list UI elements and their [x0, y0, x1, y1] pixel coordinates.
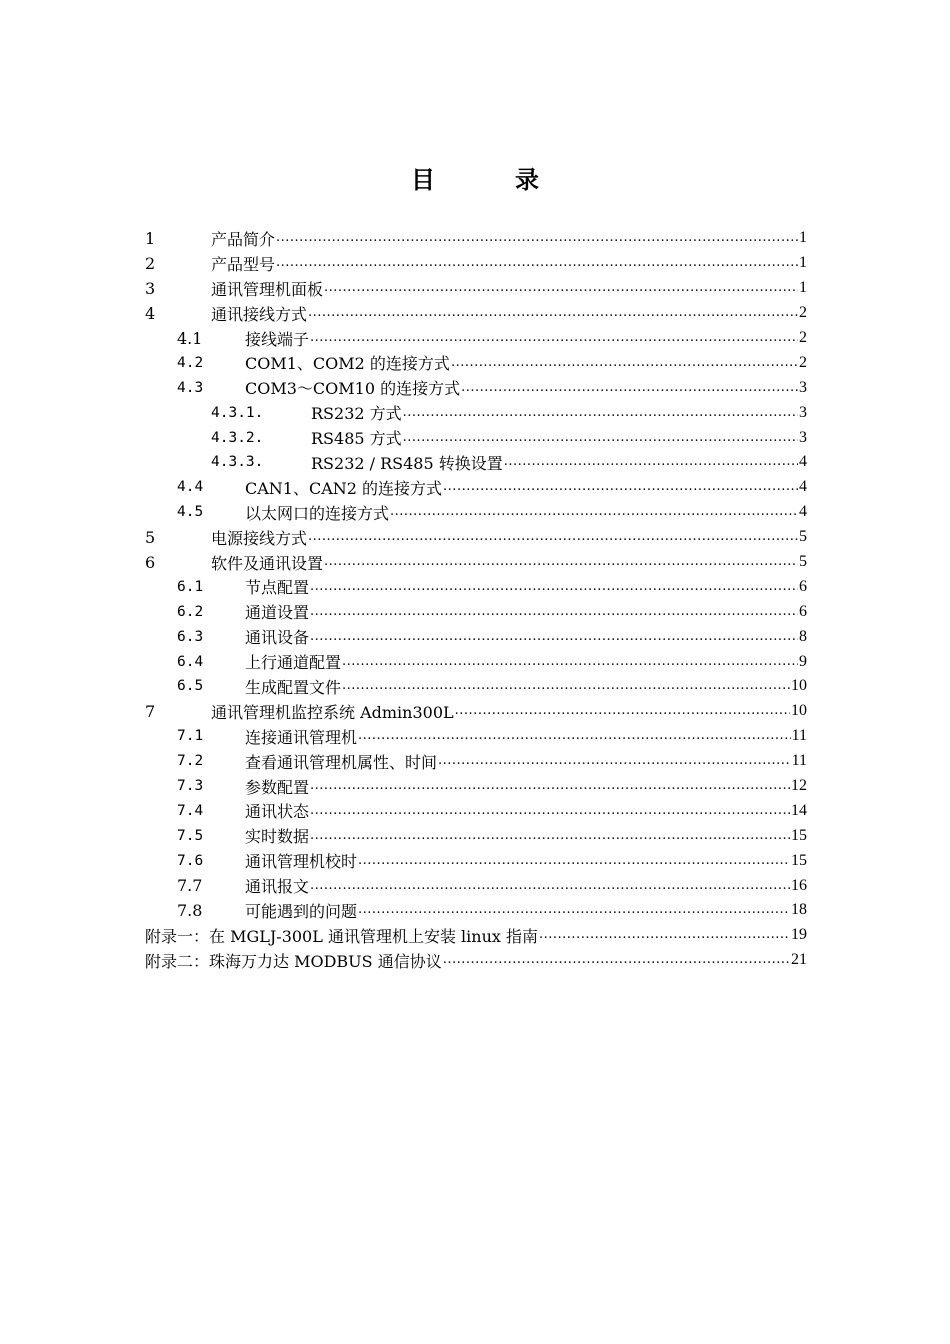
toc-entry-number: 7	[145, 701, 156, 721]
toc-entry-title: 参数配置	[245, 777, 310, 797]
toc-entry-number: 4.3.1.	[211, 404, 264, 421]
dot-leader	[539, 926, 790, 944]
toc-entry-number: 7.8	[177, 900, 203, 920]
toc-entry-page-number: 1	[799, 279, 807, 297]
toc-entry-title: 通讯接线方式	[211, 304, 308, 324]
toc-entry-number: 4.3.2.	[211, 429, 264, 446]
toc-entry-title: RS232 / RS485 转换设置	[311, 453, 503, 473]
dot-leader	[451, 354, 798, 372]
dot-leader	[310, 329, 798, 347]
toc-entry-number: 4.2	[177, 354, 204, 371]
dot-leader	[358, 727, 791, 745]
toc-entry-page-number: 8	[799, 627, 807, 645]
toc-entry[interactable]	[145, 873, 807, 898]
dot-leader	[276, 229, 798, 247]
toc-entry[interactable]	[145, 724, 807, 749]
toc-entry-number: 6.4	[177, 653, 204, 670]
toc-entry-page-number: 3	[799, 378, 807, 396]
dot-leader	[342, 653, 798, 671]
toc-entry-number: 2	[145, 253, 156, 273]
toc-entry-title: CAN1、CAN2 的连接方式	[245, 478, 443, 498]
toc-entry-title: 上行通道配置	[245, 653, 342, 673]
toc-entry-page-number: 15	[791, 826, 807, 844]
toc-entry-title: 软件及通讯设置	[211, 553, 324, 573]
toc-entry-number: 4.3	[177, 379, 204, 396]
toc-entry-title: 节点配置	[245, 578, 310, 598]
dot-leader	[276, 254, 798, 272]
toc-entry-page-number: 3	[799, 428, 807, 446]
toc-entry[interactable]	[145, 276, 807, 301]
toc-entry[interactable]	[145, 450, 807, 475]
toc-entry-page-number: 1	[799, 254, 807, 272]
toc-entry-number: 5	[145, 527, 156, 547]
dot-leader	[310, 777, 790, 795]
toc-entry-number: 6.5	[177, 678, 204, 695]
toc-entry[interactable]	[145, 798, 807, 823]
dot-leader	[504, 453, 798, 471]
toc-entry-page-number: 1	[799, 229, 807, 247]
toc-entry-number: 6	[145, 552, 156, 572]
dot-leader	[310, 628, 798, 646]
toc-entry[interactable]	[145, 674, 807, 699]
toc-entry[interactable]	[145, 375, 807, 400]
toc-entry-page-number: 16	[791, 876, 807, 894]
toc-entry[interactable]	[145, 574, 807, 599]
toc-entry-title: 通道设置	[245, 603, 310, 623]
toc-entry-title: 通讯管理机监控系统 Admin300L	[211, 702, 454, 722]
toc-entry-title: 接线端子	[245, 329, 310, 349]
toc-entry[interactable]	[145, 699, 807, 724]
toc-entry-page-number: 4	[799, 503, 807, 521]
toc-entry-page-number: 10	[791, 702, 807, 720]
toc-entry-title: 通讯设备	[245, 628, 310, 648]
toc-entry[interactable]	[145, 400, 807, 425]
toc-entry-page-number: 6	[799, 577, 807, 595]
dot-leader	[310, 578, 798, 596]
toc-entry[interactable]	[145, 425, 807, 450]
toc-entry-page-number: 19	[791, 926, 807, 944]
toc-entry-page-number: 15	[791, 851, 807, 869]
toc-entry-page-number: 10	[791, 677, 807, 695]
toc-entry[interactable]	[145, 525, 807, 550]
dot-leader	[443, 951, 790, 969]
toc-entry-page-number: 4	[799, 453, 807, 471]
toc-entry-number: 7.1	[177, 728, 204, 745]
toc-entry-title: 通讯状态	[245, 802, 310, 822]
toc-entry-number: 1	[145, 228, 156, 248]
dot-leader	[308, 528, 798, 546]
toc-entry-title: RS485 方式	[311, 429, 402, 449]
toc-entry-page-number: 12	[791, 777, 807, 795]
toc-entry[interactable]	[145, 500, 807, 525]
toc-entry-number: 7.6	[177, 852, 204, 869]
dot-leader	[438, 752, 791, 770]
table-of-contents	[145, 226, 807, 973]
toc-entry[interactable]	[145, 301, 807, 326]
toc-entry[interactable]	[145, 749, 807, 774]
dot-leader	[310, 603, 798, 621]
toc-entry-title: 电源接线方式	[211, 528, 308, 548]
toc-entry-page-number: 21	[791, 951, 807, 969]
toc-entry-page-number: 3	[799, 403, 807, 421]
toc-entry[interactable]	[145, 350, 807, 375]
toc-entry-number: 3	[145, 278, 156, 298]
toc-entry-title: 通讯管理机面板	[211, 279, 324, 299]
toc-entry-title: COM1、COM2 的连接方式	[245, 354, 450, 374]
toc-entry[interactable]	[145, 948, 807, 973]
toc-entry-title: 附录二：珠海万力达 MODBUS 通信协议	[145, 951, 442, 971]
toc-entry-title: 产品简介	[211, 229, 276, 249]
toc-entry-page-number: 6	[799, 602, 807, 620]
toc-entry[interactable]	[145, 848, 807, 873]
dot-leader	[310, 877, 790, 895]
dot-leader	[342, 677, 790, 695]
toc-entry-page-number: 11	[791, 727, 807, 745]
toc-entry-title: 产品型号	[211, 254, 276, 274]
toc-entry-title: 连接通讯管理机	[245, 727, 358, 747]
toc-entry-number: 7.2	[177, 753, 204, 770]
toc-entry-number: 4	[145, 303, 156, 323]
toc-entry[interactable]	[145, 599, 807, 624]
toc-entry-page-number: 2	[799, 329, 807, 346]
toc-entry-number: 4.3.3.	[211, 454, 264, 471]
dot-leader	[403, 429, 798, 447]
toc-entry-page-number: 9	[799, 652, 807, 670]
dot-leader	[324, 553, 798, 571]
toc-entry-number: 7.4	[177, 802, 204, 819]
toc-entry[interactable]	[145, 649, 807, 674]
toc-entry[interactable]	[145, 251, 807, 276]
toc-entry[interactable]	[145, 226, 807, 251]
toc-entry-number: 7.5	[177, 827, 204, 844]
toc-entry-page-number: 11	[791, 752, 807, 770]
dot-leader	[358, 852, 790, 870]
toc-entry[interactable]	[145, 624, 807, 649]
toc-entry-title: 实时数据	[245, 827, 310, 847]
toc-entry-page-number: 14	[791, 801, 807, 819]
toc-entry-title: 通讯报文	[245, 877, 310, 897]
toc-entry-title: 通讯管理机校时	[245, 852, 358, 872]
dot-leader	[390, 503, 798, 521]
toc-entry[interactable]	[145, 475, 807, 500]
toc-entry-number: 7.7	[177, 876, 203, 896]
dot-leader	[443, 478, 798, 496]
toc-entry[interactable]	[145, 923, 807, 948]
toc-entry[interactable]	[145, 774, 807, 799]
toc-entry-title: 可能遇到的问题	[245, 901, 358, 921]
dot-leader	[455, 702, 790, 720]
dot-leader	[403, 404, 798, 422]
toc-entry-page-number: 5	[799, 553, 807, 571]
toc-entry-title: 以太网口的连接方式	[245, 503, 390, 523]
toc-entry-number: 4.4	[177, 479, 204, 496]
dot-leader	[358, 901, 790, 919]
toc-entry-page-number: 5	[799, 528, 807, 546]
toc-entry[interactable]	[145, 823, 807, 848]
dot-leader	[308, 304, 798, 322]
toc-entry-page-number: 2	[799, 304, 807, 322]
toc-entry-title: 查看通讯管理机属性、时间	[245, 752, 438, 772]
dot-leader	[310, 802, 790, 820]
toc-entry-title: RS232 方式	[311, 404, 402, 424]
dot-leader	[310, 827, 790, 845]
toc-entry-title: 附录一：在 MGLJ-300L 通讯管理机上安装 linux 指南	[145, 926, 538, 946]
dot-leader	[324, 279, 798, 297]
toc-entry-number: 6.2	[177, 603, 204, 620]
toc-entry[interactable]	[145, 326, 807, 351]
toc-entry-number: 6.1	[177, 578, 204, 595]
toc-entry[interactable]	[145, 550, 807, 575]
toc-entry-title: 生成配置文件	[245, 677, 342, 697]
toc-entry-page-number: 4	[799, 478, 807, 496]
toc-title: 目 录	[411, 166, 567, 194]
toc-entry[interactable]	[145, 898, 807, 923]
dot-leader	[461, 379, 798, 397]
toc-entry-number: 4.5	[177, 504, 204, 521]
toc-entry-page-number: 18	[791, 901, 807, 919]
toc-entry-page-number: 2	[799, 353, 807, 371]
toc-entry-number: 4.1	[177, 328, 203, 348]
toc-entry-number: 6.3	[177, 628, 204, 645]
toc-entry-title: COM3～COM10 的连接方式	[245, 379, 461, 399]
toc-entry-number: 7.3	[177, 778, 204, 795]
